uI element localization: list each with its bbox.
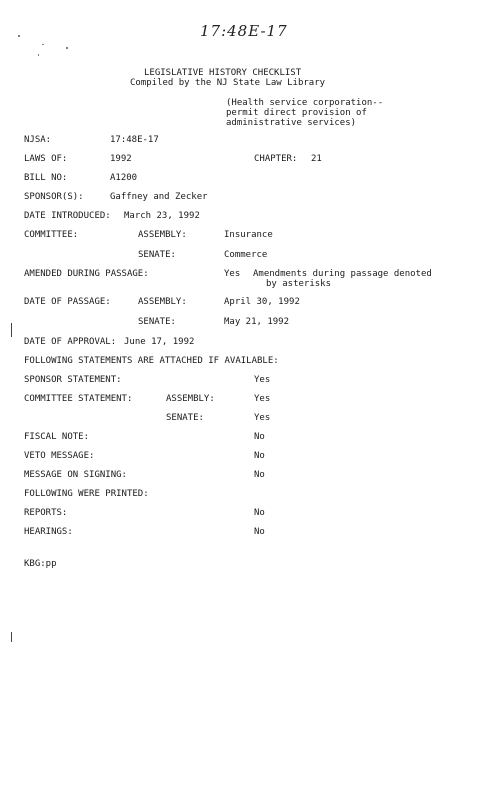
bill-description-line: permit direct provision of: [226, 108, 367, 118]
chapter-value: 21: [311, 154, 322, 164]
message-on-signing-value: No: [254, 470, 265, 480]
document-title: LEGISLATIVE HISTORY CHECKLIST: [144, 68, 302, 78]
scan-edge-mark: [11, 323, 12, 337]
scan-edge-mark: [11, 632, 12, 642]
passage-assembly-value: April 30, 1992: [224, 297, 300, 307]
printed-heading: FOLLOWING WERE PRINTED:: [24, 489, 149, 499]
veto-message-label: VETO MESSAGE:: [24, 451, 95, 461]
fiscal-note-value: No: [254, 432, 265, 442]
bill-no-value: A1200: [110, 173, 138, 183]
committee-statement-senate-label: SENATE:: [166, 413, 204, 423]
reports-label: REPORTS:: [24, 508, 68, 518]
date-introduced-value: March 23, 1992: [124, 211, 200, 221]
bill-description-line: administrative services): [226, 118, 357, 128]
statements-heading: FOLLOWING STATEMENTS ARE ATTACHED IF AVAILABLE:: [24, 356, 279, 366]
veto-message-value: No: [254, 451, 265, 461]
committee-statement-label: COMMITTEE STATEMENT:: [24, 394, 133, 404]
reports-value: No: [254, 508, 265, 518]
message-on-signing-label: MESSAGE ON SIGNING:: [24, 470, 127, 480]
committee-assembly-value: Insurance: [224, 230, 273, 240]
njsa-value: 17:48E-17: [110, 135, 159, 145]
sponsor-statement-label: SPONSOR STATEMENT:: [24, 375, 122, 385]
committee-statement-assembly-label: ASSEMBLY:: [166, 394, 215, 404]
bill-no-label: BILL NO:: [24, 173, 68, 183]
hearings-value: No: [254, 527, 265, 537]
bill-description-line: (Health service corporation--: [226, 98, 384, 108]
date-of-approval-value: June 17, 1992: [124, 337, 195, 347]
amended-label: AMENDED DURING PASSAGE:: [24, 269, 149, 279]
committee-statement-assembly-value: Yes: [254, 394, 271, 404]
date-of-passage-label: DATE OF PASSAGE:: [24, 297, 111, 307]
date-introduced-label: DATE INTRODUCED:: [24, 211, 111, 221]
laws-of-label: LAWS OF:: [24, 154, 68, 164]
scan-speck: [66, 47, 68, 49]
passage-senate-value: May 21, 1992: [224, 317, 290, 327]
document-subtitle: Compiled by the NJ State Law Library: [130, 78, 326, 88]
scan-speck: [42, 44, 44, 45]
amended-note-line: by asterisks: [266, 279, 332, 289]
committee-assembly-label: ASSEMBLY:: [138, 230, 187, 240]
passage-assembly-label: ASSEMBLY:: [138, 297, 187, 307]
sponsors-value: Gaffney and Zecker: [110, 192, 208, 202]
date-of-approval-label: DATE OF APPROVAL:: [24, 337, 117, 347]
scan-speck: [38, 54, 39, 56]
laws-of-value: 1992: [110, 154, 132, 164]
amended-note-line: Amendments during passage denoted: [253, 269, 432, 279]
njsa-label: NJSA:: [24, 135, 52, 145]
hearings-label: HEARINGS:: [24, 527, 73, 537]
committee-senate-value: Commerce: [224, 250, 268, 260]
scan-speck: [18, 35, 20, 37]
chapter-label: CHAPTER:: [254, 154, 298, 164]
passage-senate-label: SENATE:: [138, 317, 176, 327]
fiscal-note-label: FISCAL NOTE:: [24, 432, 90, 442]
amended-value: Yes: [224, 269, 241, 279]
sponsor-statement-value: Yes: [254, 375, 271, 385]
committee-label: COMMITTEE:: [24, 230, 79, 240]
sponsors-label: SPONSOR(S):: [24, 192, 84, 202]
committee-senate-label: SENATE:: [138, 250, 176, 260]
preparer-initials: KBG:pp: [24, 559, 57, 569]
handwritten-citation: 17:48E-17: [200, 22, 288, 40]
committee-statement-senate-value: Yes: [254, 413, 271, 423]
